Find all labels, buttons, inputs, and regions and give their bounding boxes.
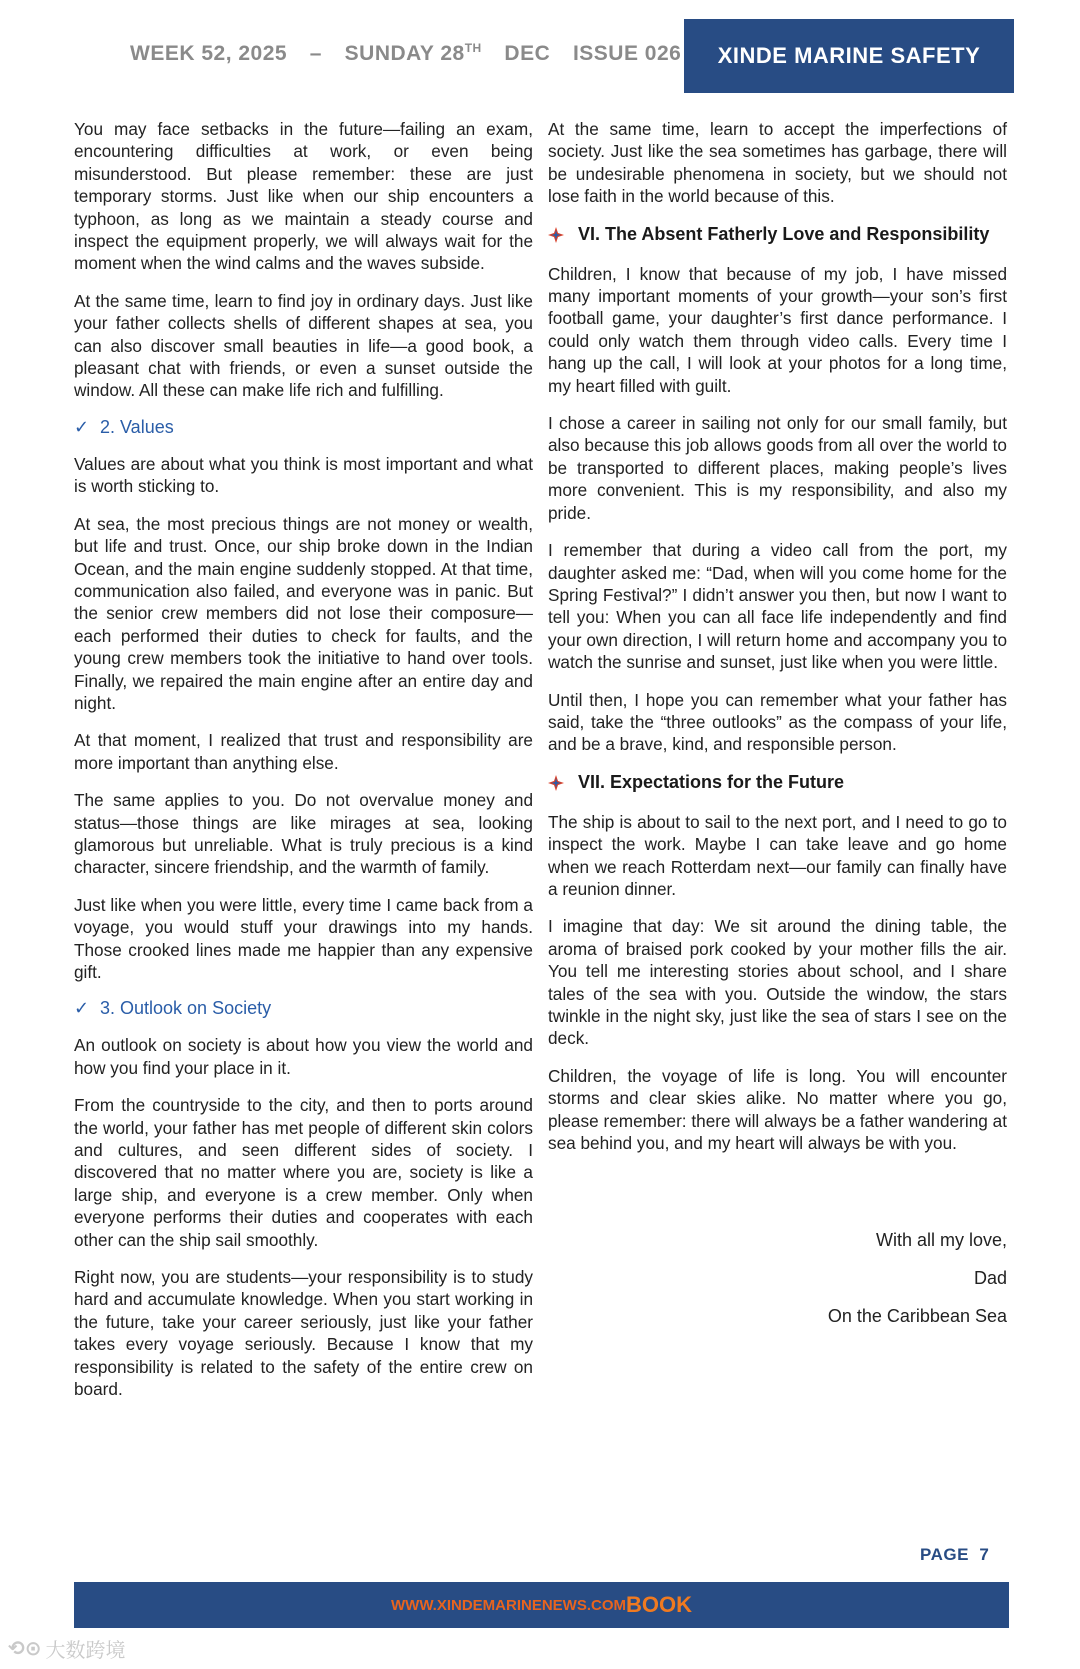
- issue-number: ISSUE 026: [572, 42, 682, 65]
- values-heading-label: 2. Values: [100, 416, 174, 437]
- section-heading-label: VII. Expectations for the Future: [578, 771, 845, 792]
- check-icon: ✓: [74, 998, 90, 1019]
- watermark-text: 大数跨境: [45, 1640, 126, 1662]
- signoff-location: On the Caribbean Sea: [827, 1306, 1007, 1327]
- paragraph: At the same time, learn to accept the imperfections of society. Just like the sea sometimes has garbage, there will be undesirable phenomena in society, but we should not lose faith in the world because of this.: [548, 119, 1007, 207]
- watermark-logo-icon: ⟲⊙: [8, 1638, 42, 1660]
- check-icon: ✓: [74, 416, 90, 437]
- issue-dash: –: [309, 42, 322, 65]
- issue-week: WEEK 52, 2025: [130, 42, 288, 65]
- signoff-name: Dad: [973, 1268, 1007, 1289]
- page-label: PAGE: [920, 1545, 969, 1564]
- paragraph: Values are about what you think is most important and what is worth sticking to.: [74, 453, 533, 497]
- society-heading-label: 3. Outlook on Society: [100, 998, 272, 1019]
- paragraph: The ship is about to sail to the next port, and I need to go to inspect the work. Maybe I can take leave and go home when we reach Rotterdam next—our family can finally have a reunion dinner.: [548, 811, 1007, 899]
- left-column: [74, 118, 533, 1416]
- issue-day: SUNDAY 28: [344, 42, 465, 65]
- footer-bar: [74, 1582, 1009, 1628]
- page-number: [920, 1545, 989, 1565]
- paragraph: I chose a career in sailing not only for our small family, but also because this job allows goods from all over the world to be transported to different places, making people’s lives more convenient. This is my responsibility, and also my pride.: [548, 413, 1007, 523]
- issue-header: [130, 41, 681, 66]
- section-heading-vii: [548, 771, 1007, 796]
- paragraph: Children, I know that because of my job, I have missed many important moments of your growth—your son’s first football game, your daughter’s first dance performance. I could only watch them through video calls. Every time I hang up the call, I will look at your photos for a long time, my heart filled with guilt.: [548, 263, 1007, 396]
- paragraph: Right now, you are students—your responsibility is to study hard and accumulate knowledge. When you start working in the future, take your career seriously, just like your father takes every voyage seriously. Because I know that my responsibility is related to the safety of the entire crew on board.: [74, 1267, 533, 1400]
- paragraph: Just like when you were little, every time I came back from a voyage, you would stuff your drawings into my hands. Those crooked lines made me happier than any expensive gift.: [74, 894, 533, 982]
- page-value: 7: [979, 1545, 990, 1564]
- signoff-closing: With all my love,: [875, 1230, 1007, 1251]
- letter-signoff: [548, 1229, 1007, 1327]
- paragraph: I remember that during a video call from the port, my daughter asked me: “Dad, when will you come home for the Spring Festival?” I didn’t answer you then, but now I want to tell you: When you can all face life independently and find your own direction, I will return home and accompany you to watch the sunrise and sunset, just like when you were little.: [548, 540, 1007, 673]
- issue-day-suffix: TH: [464, 41, 482, 55]
- paragraph: An outlook on society is about how you view the world and how you find your place in it.: [74, 1035, 533, 1078]
- right-column: [548, 118, 1007, 1343]
- paragraph: From the countryside to the city, and then to ports around the world, your father has met people of different skin colors and cultures, and seen different sides of society. I discovered that no matter where you are, society is like a large ship, and everyone is a crew member. Only when everyone performs their duties and cooperates with each other can the ship sail smoothly.: [74, 1095, 533, 1250]
- footer-book-label: BOOK: [625, 1592, 692, 1617]
- brand-title: XINDE MARINE SAFETY: [717, 43, 981, 68]
- society-heading: [74, 998, 533, 1019]
- paragraph: At sea, the most precious things are not money or wealth, but life and trust. Once, our ship broke down in the Indian Ocean, and the main engine suddenly stopped. At that time, communication also failed, and everyone was in panic. But the senior crew members did not lose their composure—each performed their duties to check for faults, and the young crew members took the initiative to hand over tools. Finally, we repaired the main engine after an entire day and night.: [74, 513, 533, 713]
- watermark: [8, 1634, 126, 1663]
- paragraph: The same applies to you. Do not overvalue money and status—those things are like mirages at sea, looking glamorous but unreliable. What is truly precious is a kind character, sincere friendship, and the warmth of family.: [74, 790, 533, 878]
- values-heading: [74, 417, 533, 438]
- section-heading-vi: [548, 223, 1007, 248]
- paragraph: At that moment, I realized that trust and responsibility are more important than anything else.: [74, 730, 533, 773]
- paragraph: At the same time, learn to find joy in ordinary days. Just like your father collects shells of different shapes at sea, you can also discover small beauties in life—a good book, a pleasant chat with friends, or even a sunset outside the window. All these can make life rich and fulfilling.: [74, 290, 533, 401]
- footer-url-link[interactable]: WWW.XINDEMARINENEWS.COM: [391, 1596, 626, 1614]
- section-heading-label: VI. The Absent Fatherly Love and Responsibility: [578, 223, 990, 244]
- paragraph: You may face setbacks in the future—failing an exam, encountering difficulties at work, or even being misunderstood. But please remember: these are just temporary storms. Just like when our ship encounters a typhoon, as long as we maintain a steady course and inspect the equipment properly, we will always wait for the moment when the wind calms and the waves subside.: [74, 119, 533, 274]
- paragraph: Until then, I hope you can remember what your father has said, take the “three outlooks” as the compass of your life, and be a brave, kind, and responsible person.: [548, 689, 1007, 755]
- diamond-star-bullet-icon: [548, 223, 578, 248]
- brand-banner: [684, 19, 1014, 93]
- paragraph: Children, the voyage of life is long. You will encounter storms and clear skies alike. No matter where you go, please remember: there will always be a father wandering at sea behind you, and my heart will always be with you.: [548, 1065, 1007, 1154]
- paragraph: I imagine that day: We sit around the dining table, the aroma of braised pork cooked by your mother fills the air. You tell me interesting stories about school, and I share tales of the sea with you. Outside the window, the stars twinkle in the night sky, just like the sea of stars I see on the deck.: [548, 916, 1007, 1049]
- issue-month: DEC: [504, 42, 551, 65]
- diamond-star-bullet-icon: [548, 771, 578, 796]
